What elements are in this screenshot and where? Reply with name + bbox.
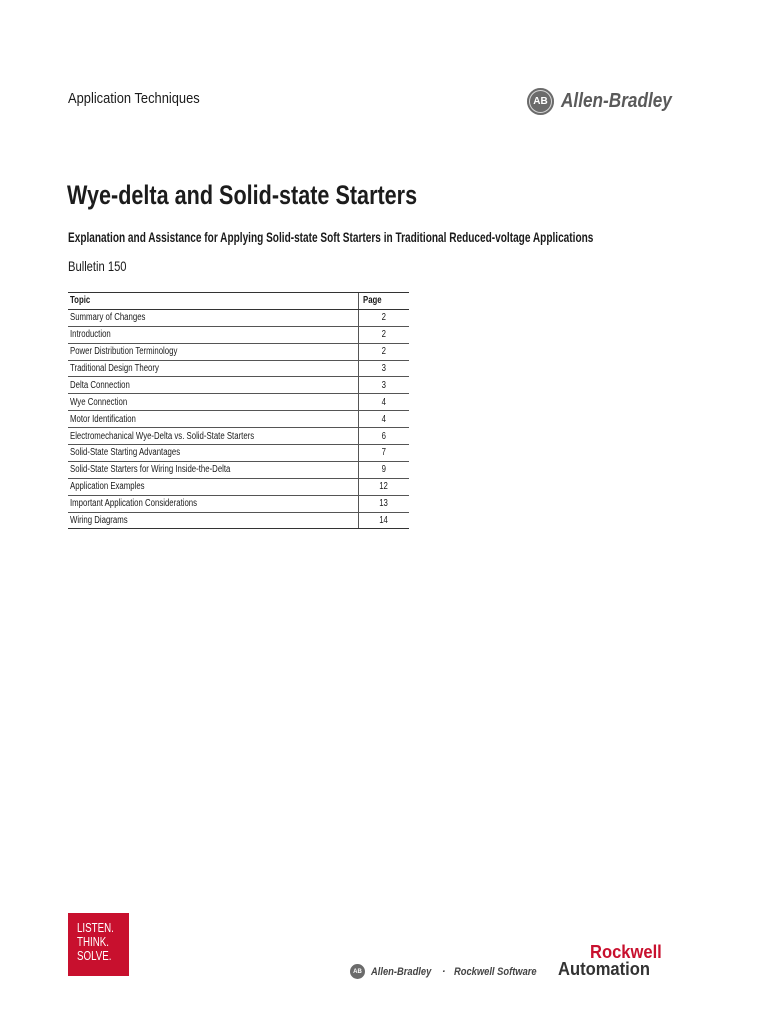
toc-page: 6 <box>359 428 410 445</box>
slogan-line: THINK. <box>77 935 109 949</box>
toc-row <box>68 309 409 326</box>
toc-topic: Traditional Design Theory <box>68 360 359 377</box>
toc-page: 3 <box>359 360 410 377</box>
toc-topic: Wiring Diagrams <box>68 512 359 529</box>
toc-page: 9 <box>359 461 410 478</box>
toc-page: 13 <box>359 495 410 512</box>
footer-brand-allen-bradley: Allen-Bradley <box>371 965 432 978</box>
footer-brand-line <box>350 964 551 979</box>
toc-topic: Summary of Changes <box>68 309 359 326</box>
toc-row <box>68 512 409 529</box>
toc-row <box>68 461 409 478</box>
document-type-label: Application Techniques <box>68 90 200 107</box>
toc-page: 7 <box>359 445 410 462</box>
toc-row <box>68 445 409 462</box>
toc-topic: Solid-State Starting Advantages <box>68 445 359 462</box>
toc-page: 4 <box>359 394 410 411</box>
toc-page: 4 <box>359 411 410 428</box>
toc-row <box>68 343 409 360</box>
toc-header-row <box>68 293 409 310</box>
rockwell-wordmark: Rockwell <box>590 942 662 962</box>
listen-think-solve-logo <box>68 913 129 976</box>
document-title: Wye-delta and Solid-state Starters <box>67 180 418 210</box>
toc-header-topic: Topic <box>68 293 359 310</box>
toc-topic: Electromechanical Wye-Delta vs. Solid-State Starters <box>68 428 359 445</box>
toc-page: 2 <box>359 326 410 343</box>
allen-bradley-badge-icon: AB <box>350 964 365 979</box>
toc-topic: Delta Connection <box>68 377 359 394</box>
toc-row <box>68 495 409 512</box>
allen-bradley-wordmark: Allen-Bradley <box>561 90 672 112</box>
footer-separator: · <box>441 965 446 978</box>
toc-row <box>68 326 409 343</box>
toc-topic: Introduction <box>68 326 359 343</box>
slogan-line: SOLVE. <box>77 949 112 963</box>
toc-page: 2 <box>359 343 410 360</box>
toc-topic: Power Distribution Terminology <box>68 343 359 360</box>
toc-row <box>68 478 409 495</box>
allen-bradley-logo <box>527 88 690 115</box>
toc-page: 14 <box>359 512 410 529</box>
toc-row <box>68 411 409 428</box>
toc-topic: Application Examples <box>68 478 359 495</box>
toc-header-page: Page <box>359 293 410 310</box>
allen-bradley-badge-icon: AB <box>527 88 554 115</box>
toc-page: 12 <box>359 478 410 495</box>
toc-row <box>68 394 409 411</box>
toc-topic: Important Application Considerations <box>68 495 359 512</box>
document-subtitle: Explanation and Assistance for Applying Solid-state Soft Starters in Traditional Reduced-voltage Applications <box>68 229 594 245</box>
toc-page: 3 <box>359 377 410 394</box>
table-of-contents <box>68 292 409 529</box>
toc-row <box>68 377 409 394</box>
toc-topic: Motor Identification <box>68 411 359 428</box>
slogan-line: LISTEN. <box>77 921 114 935</box>
footer-brand-rockwell-software: Rockwell Software <box>453 965 537 978</box>
bulletin-number: Bulletin 150 <box>68 258 127 274</box>
rockwell-automation-logo <box>558 944 668 978</box>
toc-row <box>68 428 409 445</box>
toc-topic: Wye Connection <box>68 394 359 411</box>
toc-page: 2 <box>359 309 410 326</box>
toc-topic: Solid-State Starters for Wiring Inside-the-Delta <box>68 461 359 478</box>
toc-row <box>68 360 409 377</box>
automation-wordmark: Automation <box>558 959 650 979</box>
